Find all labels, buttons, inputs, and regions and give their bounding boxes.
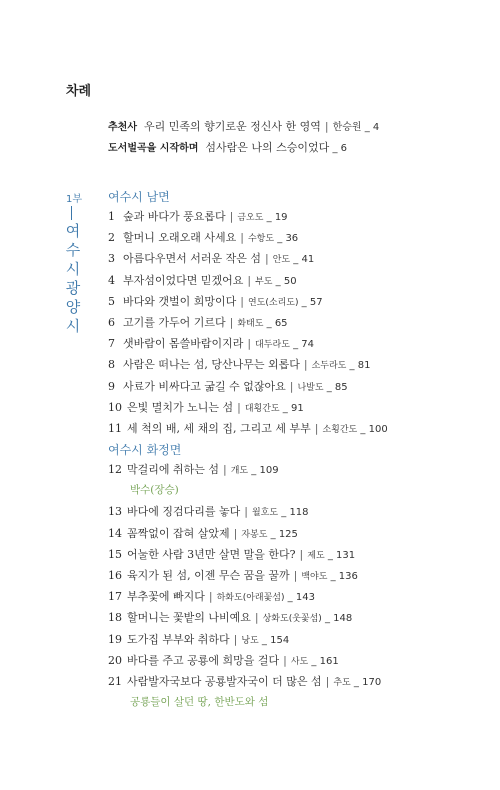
- entry-number: 19: [108, 632, 122, 646]
- island-name: 나발도: [297, 382, 324, 393]
- separator: |: [244, 505, 248, 519]
- toc-entry[interactable]: [108, 547, 355, 562]
- page-number: 118: [289, 507, 309, 519]
- island-name: 제도: [307, 550, 325, 561]
- page-separator: _: [321, 613, 334, 625]
- entry-title: 사람발자국보다 공룡발자국이 더 많은 섬: [127, 675, 322, 688]
- island-name: 화태도: [237, 319, 264, 329]
- toc-entry[interactable]: [108, 526, 298, 541]
- toc-entry[interactable]: [108, 610, 352, 625]
- page-separator: _: [284, 592, 296, 604]
- island-name: 연도(소리도): [247, 297, 299, 308]
- island-name: 하화도(아래꽃섬): [216, 593, 285, 604]
- separator: |: [229, 316, 234, 329]
- page-number: 100: [368, 424, 388, 435]
- separator: |: [325, 675, 330, 688]
- page-separator: _: [258, 634, 271, 646]
- page-number: 41: [301, 254, 315, 266]
- part-title: [64, 222, 82, 336]
- entry-title: 바다를 주고 공룡에 희망을 걸다: [127, 653, 280, 667]
- entry-title: 세 척의 배, 세 채의 집, 그리고 세 부부: [127, 422, 311, 435]
- toc-entry[interactable]: [108, 209, 288, 224]
- separator: |: [293, 569, 298, 582]
- toc-entry[interactable]: [108, 336, 314, 351]
- preface-label: 도서벌곡을 시작하며: [108, 143, 199, 154]
- page-separator: _: [263, 212, 275, 223]
- entry-number: 17: [108, 590, 122, 604]
- island-name: 수항도: [247, 234, 275, 245]
- separator: |: [254, 611, 259, 625]
- island-name: 부도: [255, 276, 273, 287]
- entry-title: 부추꽃에 빠지다: [127, 590, 205, 604]
- preface-title: 섬사람은 나의 스승이었다: [205, 141, 330, 154]
- entry-title: 할머니는 꽃밭의 나비예요: [127, 611, 251, 625]
- page-separator: _: [263, 318, 275, 329]
- island-name: 안도: [272, 255, 291, 266]
- entry-title: 고기를 가두어 기르다: [123, 316, 226, 329]
- part-title-char: 수: [65, 241, 81, 259]
- part-label: 1부: [66, 194, 83, 205]
- toc-entry[interactable]: [108, 462, 279, 477]
- separator: |: [289, 379, 294, 393]
- island-name: 월호도: [251, 508, 279, 519]
- toc-entry[interactable]: [108, 674, 381, 689]
- entry-title: 숲과 바다가 풍요롭다: [123, 210, 226, 223]
- entry-title: 사람은 떠나는 섬, 당산나무는 외롭다: [123, 358, 300, 372]
- page-number: 19: [274, 212, 288, 223]
- separator: |: [314, 422, 319, 435]
- separator: |: [303, 358, 308, 372]
- part-title-char: 시: [65, 317, 81, 335]
- separator: |: [229, 210, 234, 223]
- entry-title: 어눌한 사람 3년만 살면 말을 한다?: [127, 547, 296, 561]
- section-heading: 여수시 화정면: [108, 443, 182, 457]
- separator: |: [247, 337, 252, 351]
- toc-entry[interactable]: [108, 379, 348, 394]
- entry-number: 8: [108, 358, 115, 372]
- entry-subtopic: 박수(장승): [130, 484, 179, 497]
- toc-entry[interactable]: [108, 568, 358, 583]
- separator: |: [240, 231, 244, 245]
- entry-number: 5: [108, 294, 115, 308]
- toc-entry[interactable]: [108, 589, 315, 604]
- page-separator: _: [278, 507, 290, 519]
- part-divider: [71, 206, 72, 220]
- separator: |: [208, 590, 213, 604]
- page-number: 36: [285, 233, 299, 245]
- page-number: 125: [278, 528, 298, 540]
- separator: |: [283, 653, 287, 667]
- toc-entry[interactable]: [108, 273, 297, 288]
- entry-title: 아름다우면서 서러운 작은 섬: [123, 252, 262, 266]
- page-number: 65: [274, 318, 288, 329]
- toc-entry[interactable]: [108, 230, 298, 245]
- island-name: 금오도: [237, 213, 264, 223]
- entry-number: 6: [108, 316, 115, 329]
- page-separator: _: [298, 296, 310, 308]
- page-number: 91: [290, 402, 304, 414]
- page-number: 143: [295, 592, 315, 604]
- page-number: 154: [270, 634, 290, 646]
- entry-number: 3: [108, 252, 115, 266]
- toc-entry[interactable]: [108, 504, 309, 519]
- island-name: 사도: [290, 656, 309, 667]
- island-name: 개도: [230, 466, 249, 476]
- entry-number: 15: [108, 547, 122, 561]
- preface-author: 한승원: [332, 122, 362, 133]
- toc-entry[interactable]: [108, 653, 339, 668]
- island-name: 자봉도: [241, 529, 268, 540]
- preface-entry: [108, 141, 347, 156]
- separator: |: [240, 294, 244, 308]
- page-number: 131: [336, 549, 356, 561]
- toc-entry[interactable]: [108, 251, 314, 266]
- page-separator: _: [290, 254, 302, 266]
- entry-number: 21: [108, 675, 122, 688]
- part-title-char: 광: [65, 279, 81, 297]
- part-title-char: 여: [65, 222, 81, 240]
- entry-number: 12: [108, 463, 122, 476]
- entry-title: 부자섬이었다면 믿겠어요: [123, 273, 244, 287]
- page-separator: _: [324, 549, 336, 561]
- toc-entry[interactable]: [108, 357, 370, 372]
- preface-entry: [108, 120, 379, 135]
- entry-title: 꼼짝없이 잡혀 살았제: [127, 526, 230, 540]
- island-name: 소횡간도: [322, 425, 358, 435]
- separator: |: [299, 547, 304, 561]
- toc-entry[interactable]: [108, 421, 388, 436]
- page-number: 109: [259, 465, 279, 476]
- page-separator: _: [323, 381, 335, 393]
- page-separator: _: [267, 528, 279, 540]
- page-number: 50: [283, 275, 297, 287]
- toc-entry[interactable]: [108, 315, 288, 330]
- entry-number: 16: [108, 569, 122, 582]
- page-number: 161: [319, 655, 339, 667]
- entry-title: 막걸리에 취하는 섬: [127, 463, 220, 476]
- page-separator: _: [327, 571, 339, 582]
- entry-title: 바다와 갯벌이 희망이다: [123, 294, 237, 308]
- separator: |: [233, 632, 238, 646]
- entry-number: 14: [108, 526, 122, 540]
- preface-page: 4: [372, 122, 380, 133]
- island-name: 상화도(웃꽃섬): [262, 614, 322, 625]
- page-number: 81: [357, 360, 371, 372]
- preface-page: 6: [340, 143, 348, 154]
- page-separator: _: [289, 339, 302, 351]
- toc-entry[interactable]: [108, 632, 289, 647]
- page-separator: _: [346, 360, 358, 372]
- toc-entry[interactable]: [108, 294, 323, 309]
- part-title-char: 시: [65, 260, 81, 278]
- preface-label: 추천사: [108, 122, 137, 133]
- entry-subtopic: 공룡들이 살던 땅, 한반도와 섬: [130, 696, 269, 709]
- island-name: 대횡간도: [244, 403, 280, 414]
- part-title-char: 양: [65, 298, 81, 316]
- page-number: 85: [334, 381, 348, 393]
- separator: |: [265, 252, 269, 266]
- separator: |: [223, 463, 227, 476]
- page-title: 차례: [66, 84, 92, 99]
- entry-number: 20: [108, 653, 122, 667]
- entry-title: 은빛 멸치가 노니는 섬: [127, 400, 234, 414]
- page-separator: _: [329, 143, 341, 154]
- entry-number: 18: [108, 611, 122, 625]
- page-separator: _: [308, 655, 320, 667]
- separator: |: [237, 400, 241, 414]
- page-separator: _: [274, 233, 286, 245]
- entry-number: 1: [108, 210, 115, 223]
- island-name: 소두라도: [311, 361, 347, 372]
- page-number: 74: [301, 339, 314, 351]
- entry-number: 2: [108, 231, 115, 245]
- page-number: 136: [338, 571, 358, 582]
- page-separator: _: [248, 465, 260, 476]
- entry-title: 사료가 비싸다고 굶길 수 없잖아요: [123, 379, 286, 393]
- entry-title: 바다에 징검다리를 놓다: [127, 505, 241, 519]
- page-separator: _: [357, 424, 369, 435]
- entry-number: 9: [108, 379, 115, 393]
- entry-title: 할머니 오래오래 사세요: [123, 231, 237, 245]
- page-number: 148: [333, 613, 353, 625]
- page-number: 170: [362, 677, 382, 688]
- island-name: 백야도: [301, 572, 328, 582]
- toc-entry[interactable]: [108, 400, 304, 415]
- separator: |: [233, 526, 238, 540]
- island-name: 대두라도: [255, 340, 290, 351]
- entry-title: 육지가 된 섬, 이젠 무슨 꿈을 꿀까: [127, 569, 290, 582]
- separator: |: [247, 273, 252, 287]
- page-separator: _: [279, 402, 291, 414]
- entry-title: 도가집 부부와 취하다: [127, 632, 230, 646]
- island-name: 낭도: [241, 635, 259, 646]
- entry-number: 7: [108, 337, 115, 351]
- page-separator: _: [350, 677, 363, 688]
- entry-number: 11: [108, 422, 122, 435]
- preface-title: 우리 민족의 향기로운 정신사 한 영역: [143, 120, 321, 133]
- entry-number: 10: [108, 400, 122, 414]
- entry-number: 4: [108, 273, 115, 287]
- separator: |: [324, 120, 329, 133]
- entry-title: 샛바람이 몸쓸바람이지라: [123, 337, 244, 351]
- page-separator: _: [361, 122, 373, 133]
- entry-number: 13: [108, 505, 122, 519]
- page-number: 57: [309, 296, 323, 308]
- section-heading: 여수시 남면: [108, 190, 170, 204]
- page-separator: _: [272, 275, 284, 287]
- island-name: 추도: [333, 678, 351, 688]
